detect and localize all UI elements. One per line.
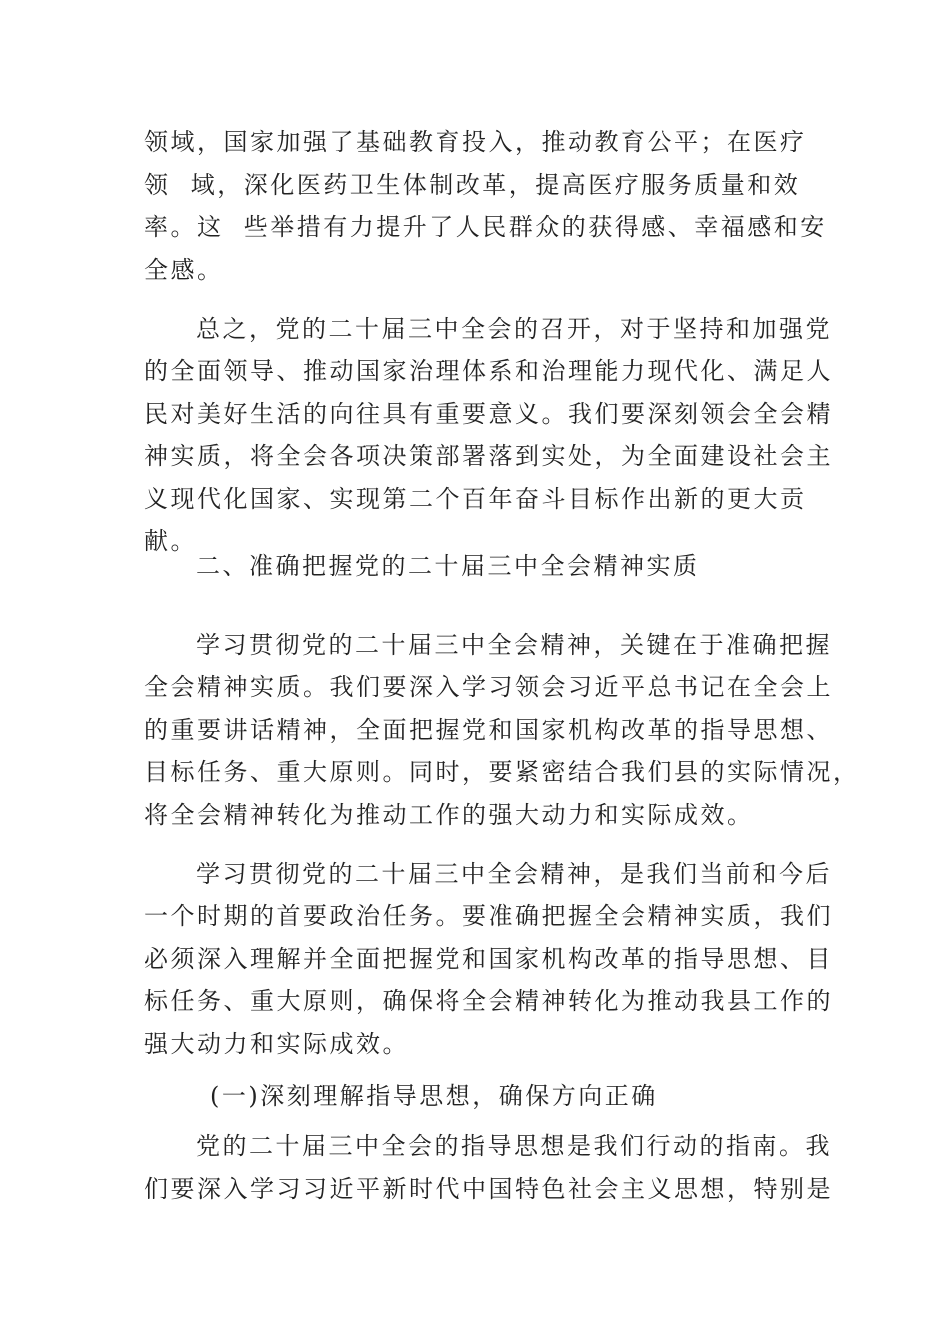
paragraph-line: 领域，国家加强了基础教育投入，推动教育公平；在医疗 [144,128,807,156]
paragraph-line: 学习贯彻党的二十届三中全会精神，关键在于准确把握 [196,631,832,659]
section-heading: 二、准确把握党的二十届三中全会精神实质 [196,552,700,580]
paragraph-line: 义现代化国家、实现第二个百年奋斗目标作出新的更大贡 [144,485,807,513]
paragraph-line: 民对美好生活的向往具有重要意义。我们要深刻领会全会精 [144,400,833,428]
paragraph-line: 献。 [144,527,197,555]
paragraph-line: 率。这 些举措有力提升了人民群众的获得感、幸福感和安 [144,213,827,241]
subsection-heading: (一)深刻理解指导思想，确保方向正确 [210,1082,658,1110]
paragraph-line: 领 域，深化医药卫生体制改革，提高医疗服务质量和效 [144,171,801,199]
paragraph-line: 的重要讲话精神，全面把握党和国家机构改革的指导思想、 [144,716,833,744]
paragraph-line: 总之，党的二十届三中全会的召开，对于坚持和加强党 [196,315,832,343]
paragraph-line: 一个时期的首要政治任务。要准确把握全会精神实质，我们 [144,902,833,930]
paragraph-line: 目标任务、重大原则。同时，要紧密结合我们县的实际情况， [144,758,860,786]
paragraph-line: 全感。 [144,256,224,284]
paragraph-line: 全会精神实质。我们要深入学习领会习近平总书记在全会上 [144,673,833,701]
paragraph-line: 神实质，将全会各项决策部署落到实处，为全面建设社会主 [144,442,833,470]
paragraph-line: 学习贯彻党的二十届三中全会精神，是我们当前和今后 [196,860,832,888]
paragraph-line: 们要深入学习习近平新时代中国特色社会主义思想，特别是 [144,1175,833,1203]
paragraph-line: 的全面领导、推动国家治理体系和治理能力现代化、满足人 [144,357,833,385]
paragraph-line: 标任务、重大原则，确保将全会精神转化为推动我县工作的 [144,987,833,1015]
paragraph-line: 强大动力和实际成效。 [144,1030,409,1058]
paragraph-line: 党的二十届三中全会的指导思想是我们行动的指南。我 [196,1132,832,1160]
paragraph-line: 必须深入理解并全面把握党和国家机构改革的指导思想、目 [144,945,833,973]
paragraph-line: 将全会精神转化为推动工作的强大动力和实际成效。 [144,801,754,829]
